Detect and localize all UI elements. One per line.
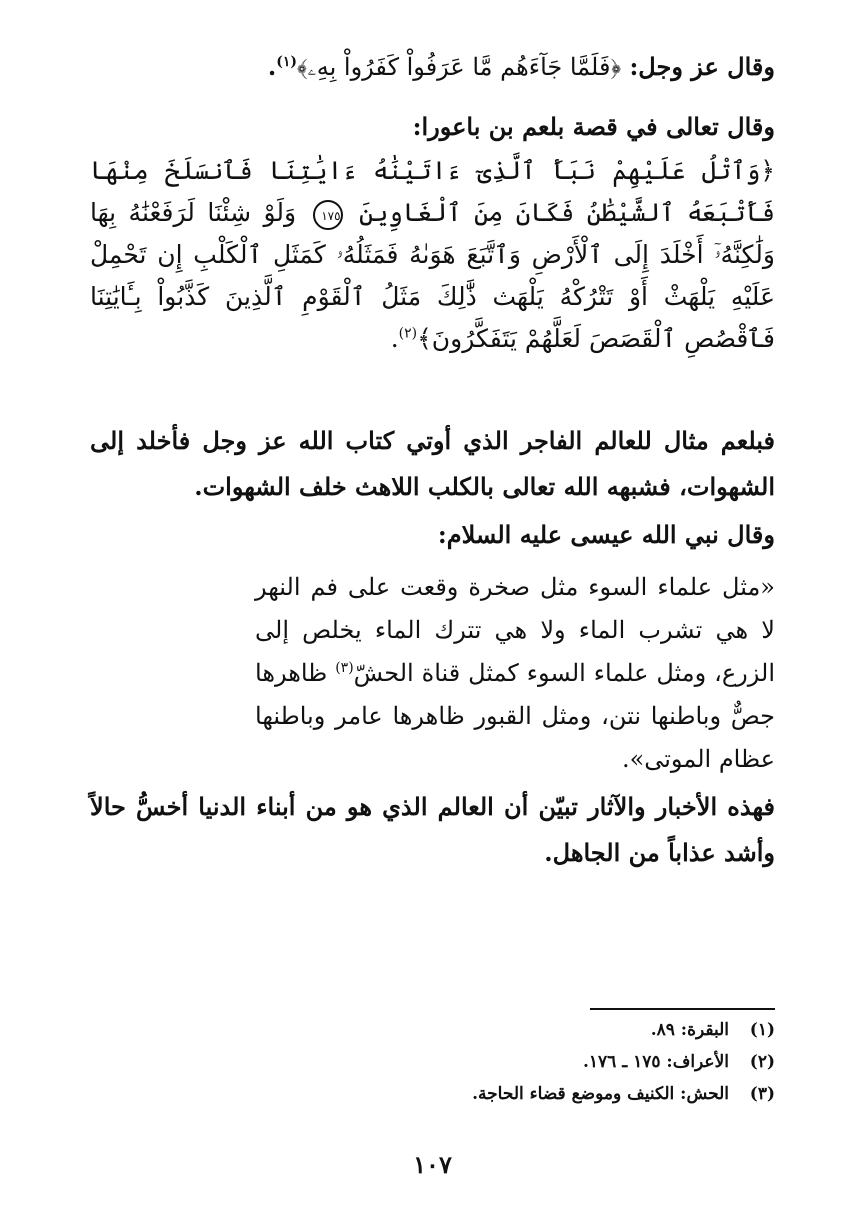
- footnote-2: [90, 1050, 775, 1074]
- p1-prefix: وقال عز وجل:: [621, 52, 775, 81]
- quran-passage-part2: وَلَوْ شِئْنَا لَرَفَعْنَٰهُ بِهَا وَلَٰكِنَّهُۥٓ أَخْلَدَ إِلَى ٱلْأَرْضِ وَٱتَّبَعَ هَوَىٰهُ فَمَثَلُهُۥ كَمَثَلِ ٱلْكَلْبِ إِن تَحْمِلْ عَلَيْهِ يَلْهَثْ أَوْ تَتْرُكْهُ يَلْهَث ذَّٰلِكَ مَثَلُ ٱلْقَوْمِ ٱلَّذِينَ كَذَّبُواْ بِـَٔايَٰتِنَا فَٱقْصُصِ ٱلْقَصَصَ لَعَلَّهُمْ يَتَفَكَّرُونَ﴾: [90, 198, 775, 353]
- footnote-2-text: الأعراف: ١٧٥ ـ ١٧٦.: [582, 1052, 729, 1072]
- footnote-separator: [590, 1008, 775, 1010]
- quote-part2: ظاهرها جصٌّ وباطنها نتن، ومثل القبور ظاهرها عامر وباطنها عظام الموتى».: [255, 659, 775, 773]
- paragraph-balaam-intro: وقال تعالى في قصة بلعم بن باعورا:: [412, 112, 775, 141]
- p1-quran-verse: ﴿فَلَمَّا جَآءَهُم مَّا عَرَفُواْ كَفَرُواْ بِهِۦ﴾: [297, 53, 622, 81]
- footnote-3-text: الحش: الكنيف وموضع قضاء الحاجة.: [472, 1084, 729, 1104]
- footnote-1-text: البقرة: ٨٩.: [650, 1020, 729, 1040]
- quran-end: .: [390, 324, 399, 353]
- p1-end: .: [267, 52, 277, 81]
- paragraph-quran-citation-1: [90, 44, 775, 90]
- footnote-3: [90, 1082, 775, 1106]
- quote-evil-scholars: [255, 566, 775, 781]
- paragraph-jesus-intro: وقال نبي الله عيسى عليه السلام:: [437, 520, 775, 549]
- footnote-1-number: (١): [749, 1020, 775, 1040]
- ayah-number-marker: ١٧٥: [313, 200, 343, 230]
- footnote-2-number: (٢): [749, 1052, 775, 1072]
- paragraph-conclusion: فهذه الأخبار والآثار تبيّن أن العالم الذي هو من أبناء الدنيا أخسُّ حالاً وأشد عذاباً من الجاهل.: [90, 792, 775, 867]
- paragraph-balaam-explanation: فبلعم مثال للعالم الفاجر الذي أوتي كتاب الله عز وجل فأخلد إلى الشهوات، فشبهه الله تعالى بالكلب اللاهث خلف الشهوات.: [90, 426, 775, 501]
- quote-part1: «مثل علماء السوء مثل صخرة وقعت على فم النهر لا هي تشرب الماء ولا هي تترك الماء يخلص إلى الزرع، ومثل علماء السوء كمثل قناة الحشّ: [255, 573, 775, 687]
- footnote-ref-2: (٢): [398, 325, 418, 342]
- footnote-ref-3: (٣): [335, 660, 354, 676]
- footnote-ref-1: (١): [276, 54, 297, 70]
- footnote-3-number: (٣): [749, 1084, 775, 1104]
- quran-passage-part1: ﴿وَٱتْلُ عَلَيْهِمْ نَبَأَ ٱلَّذِىٓ ءَاتَيْنَٰهُ ءَايَٰتِنَا فَٱنسَلَخَ مِنْهَا فَأَتْبَعَهُ ٱلشَّيْطَٰنُ فَكَانَ مِنَ ٱلْغَاوِينَ: [90, 156, 775, 227]
- quran-passage-araf: [90, 150, 775, 360]
- footnote-1: [90, 1018, 775, 1042]
- page-number: ١٠٧: [413, 1150, 452, 1179]
